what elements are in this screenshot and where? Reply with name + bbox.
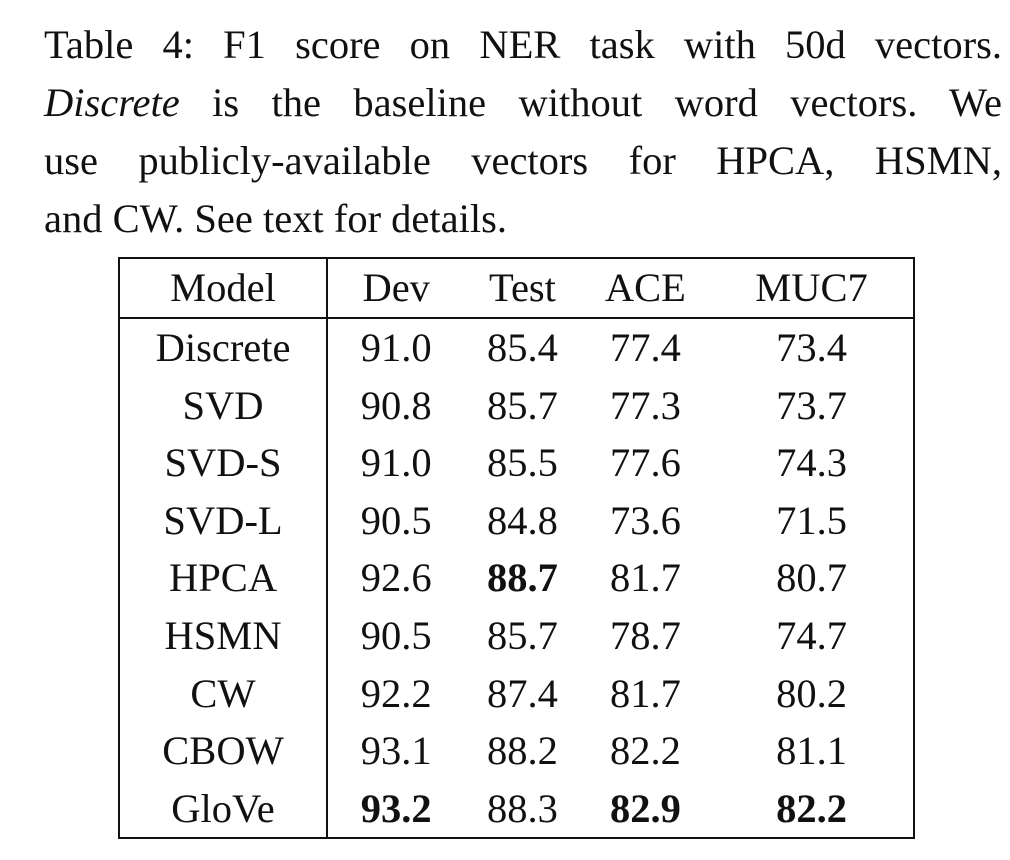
dev-score-cell: 91.0 (360, 325, 432, 370)
model-name-cell: SVD (119, 377, 327, 435)
ace-score-cell: 82.2 (609, 728, 681, 774)
table-row (119, 434, 914, 492)
test-score-cell: 88.2 (487, 728, 558, 774)
test-score-cell: 88.3 (487, 785, 558, 831)
model-name-cell: SVD-L (119, 492, 327, 550)
model-name-cell: GloVe (119, 780, 327, 839)
table-row (119, 722, 914, 780)
test-score-cell: 88.7 (487, 555, 558, 601)
table-body (119, 318, 914, 838)
dev-score-cell: 93.2 (360, 785, 432, 831)
header-ace: ACE (581, 258, 710, 318)
model-name-cell: SVD-S (119, 434, 327, 492)
dev-score-cell: 90.5 (360, 612, 432, 658)
dev-score-cell: 90.5 (360, 497, 432, 543)
table-row (119, 607, 914, 665)
muc7-score-cell: 82.2 (776, 785, 847, 831)
model-name-cell: HPCA (119, 549, 327, 607)
ace-score-cell: 81.7 (609, 555, 681, 601)
table-row (119, 492, 914, 550)
muc7-score-cell: 74.3 (776, 440, 847, 486)
ace-score-cell: 73.6 (609, 497, 681, 543)
header-row (119, 258, 914, 318)
dev-score-cell: 92.2 (360, 670, 432, 716)
table-row (119, 665, 914, 723)
caption-line-2 (44, 74, 1002, 132)
ace-score-cell: 77.4 (609, 325, 681, 370)
muc7-score-cell: 73.4 (776, 325, 847, 370)
table-caption (44, 16, 1002, 248)
header-model: Model (119, 258, 327, 318)
table-row (119, 549, 914, 607)
ace-score-cell: 82.9 (609, 785, 681, 831)
caption-line-2-text: is the baseline without word vectors. We (179, 80, 1002, 125)
test-score-cell: 87.4 (487, 670, 558, 716)
muc7-score-cell: 80.2 (776, 670, 847, 716)
model-name-cell: Discrete (119, 318, 327, 377)
header-test: Test (464, 258, 580, 318)
test-score-cell: 84.8 (487, 497, 558, 543)
table-row (119, 377, 914, 435)
ace-score-cell: 78.7 (609, 612, 681, 658)
dev-score-cell: 93.1 (360, 728, 432, 774)
ace-score-cell: 77.3 (609, 382, 681, 428)
header-muc7: MUC7 (710, 258, 914, 318)
ace-score-cell: 81.7 (609, 670, 681, 716)
dev-score-cell: 91.0 (360, 440, 432, 486)
muc7-score-cell: 74.7 (776, 612, 847, 658)
model-name-cell: CW (119, 665, 327, 723)
muc7-score-cell: 73.7 (776, 382, 847, 428)
ner-results-table (118, 257, 915, 839)
model-name-cell: HSMN (119, 607, 327, 665)
muc7-score-cell: 71.5 (776, 497, 847, 543)
muc7-score-cell: 81.1 (776, 728, 847, 774)
caption-line-4: and CW. See text for details. (44, 196, 508, 241)
table-row (119, 780, 914, 839)
test-score-cell: 85.5 (487, 440, 558, 486)
test-score-cell: 85.7 (487, 382, 558, 428)
test-score-cell: 85.7 (487, 612, 558, 658)
caption-discrete-term: Discrete (44, 80, 180, 125)
dev-score-cell: 90.8 (360, 382, 432, 428)
caption-line-1: Table 4: F1 score on NER task with 50d vectors. (44, 22, 1002, 67)
table-header (119, 258, 914, 318)
caption-line-3: use publicly-available vectors for HPCA, HSMN, (44, 138, 1002, 183)
ace-score-cell: 77.6 (609, 440, 681, 486)
muc7-score-cell: 80.7 (776, 555, 847, 601)
dev-score-cell: 92.6 (360, 555, 432, 601)
test-score-cell: 85.4 (487, 325, 558, 370)
table-row (119, 318, 914, 377)
header-dev: Dev (327, 258, 464, 318)
model-name-cell: CBOW (119, 722, 327, 780)
